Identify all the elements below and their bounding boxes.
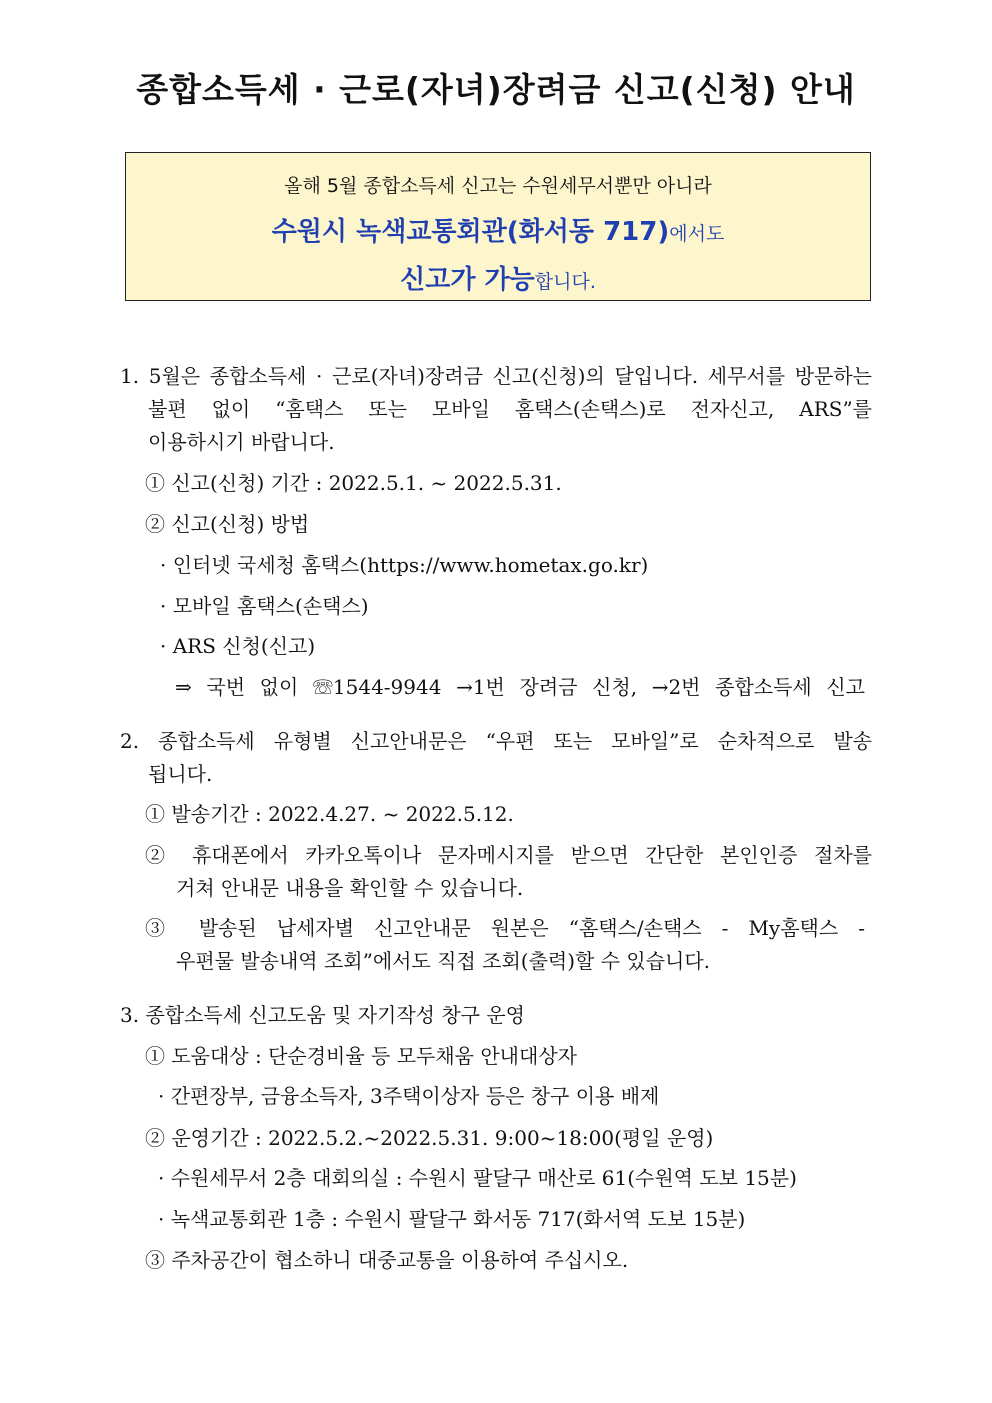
notice-line-1: 올해 5월 종합소득세 신고는 수원세무서뿐만 아니라 [284, 175, 712, 197]
s3-parking: ③ 주차공간이 협소하니 대중교통을 이용하여 주십시오. [145, 1248, 629, 1272]
s2-item2-line-2: 거쳐 안내문 내용을 확인할 수 있습니다. [176, 876, 524, 900]
notice-line-2 [126, 211, 870, 248]
s3-target: ① 도움대상 : 단순경비율 등 모두채움 안내대상자 [145, 1044, 577, 1068]
s3-hours: ② 운영기간 : 2022.5.2.~2022.5.31. 9:00~18:00(평일 운영) [145, 1126, 714, 1150]
s1-hometax: · 인터넷 국세청 홈택스(https://www.hometax.go.kr) [160, 553, 649, 577]
s3-location-2: · 녹색교통회관 1층 : 수원시 팔달구 화서동 717(화서역 도보 15분) [158, 1207, 746, 1231]
notice-venue: 수원시 녹색교통회관(화서동 717) [271, 217, 670, 247]
s2-item3-line-1: ③ 발송된 납세자별 신고안내문 원본은 “홈택스/손택스 - My홈택스 - [145, 916, 865, 940]
s2-line-1: 2. 종합소득세 유형별 신고안내문은 “우편 또는 모바일”로 순차적으로 발송 [120, 729, 872, 753]
notice-available-tail: 합니다. [534, 271, 596, 293]
notice-box [125, 152, 871, 301]
s1-ars-number: ⇒ 국번 없이 ☏1544-9944 →1번 장려금 신청, →2번 종합소득세 신고 [175, 675, 865, 699]
s3-line-1: 3. 종합소득세 신고도움 및 자기작성 창구 운영 [120, 1003, 525, 1027]
page-title: 종합소득세 · 근로(자녀)장려금 신고(신청) 안내 [136, 70, 856, 109]
s1-line-2: 불편 없이 “홈택스 또는 모바일 홈택스(손택스)로 전자신고, ARS”를 [148, 397, 872, 421]
s1-line-3: 이용하시기 바랍니다. [148, 430, 335, 454]
s3-excluded: · 간편장부, 금융소득자, 3주택이상자 등은 창구 이용 배제 [158, 1084, 660, 1108]
s1-method: ② 신고(신청) 방법 [145, 512, 310, 536]
s1-period: ① 신고(신청) 기간 : 2022.5.1. ~ 2022.5.31. [145, 471, 562, 495]
s1-mobile: · 모바일 홈택스(손택스) [160, 594, 369, 618]
s1-ars: · ARS 신청(신고) [160, 634, 316, 658]
s2-period: ① 발송기간 : 2022.4.27. ~ 2022.5.12. [145, 802, 514, 826]
notice-available: 신고가 가능 [400, 265, 535, 295]
s1-line-1: 1. 5월은 종합소득세 · 근로(자녀)장려금 신고(신청)의 달입니다. 세무서를 방문하는 [120, 364, 872, 388]
s2-line-2: 됩니다. [148, 762, 213, 786]
s2-item3-line-2: 우편물 발송내역 조회”에서도 직접 조회(출력)할 수 있습니다. [176, 949, 711, 973]
s3-location-1: · 수원세무서 2층 대회의실 : 수원시 팔달구 매산로 61(수원역 도보 15분) [158, 1166, 797, 1190]
notice-line-3 [126, 259, 870, 296]
s2-item2-line-1: ② 휴대폰에서 카카오톡이나 문자메시지를 받으면 간단한 본인인증 절차를 [145, 843, 872, 867]
notice-venue-tail: 에서도 [669, 223, 725, 245]
